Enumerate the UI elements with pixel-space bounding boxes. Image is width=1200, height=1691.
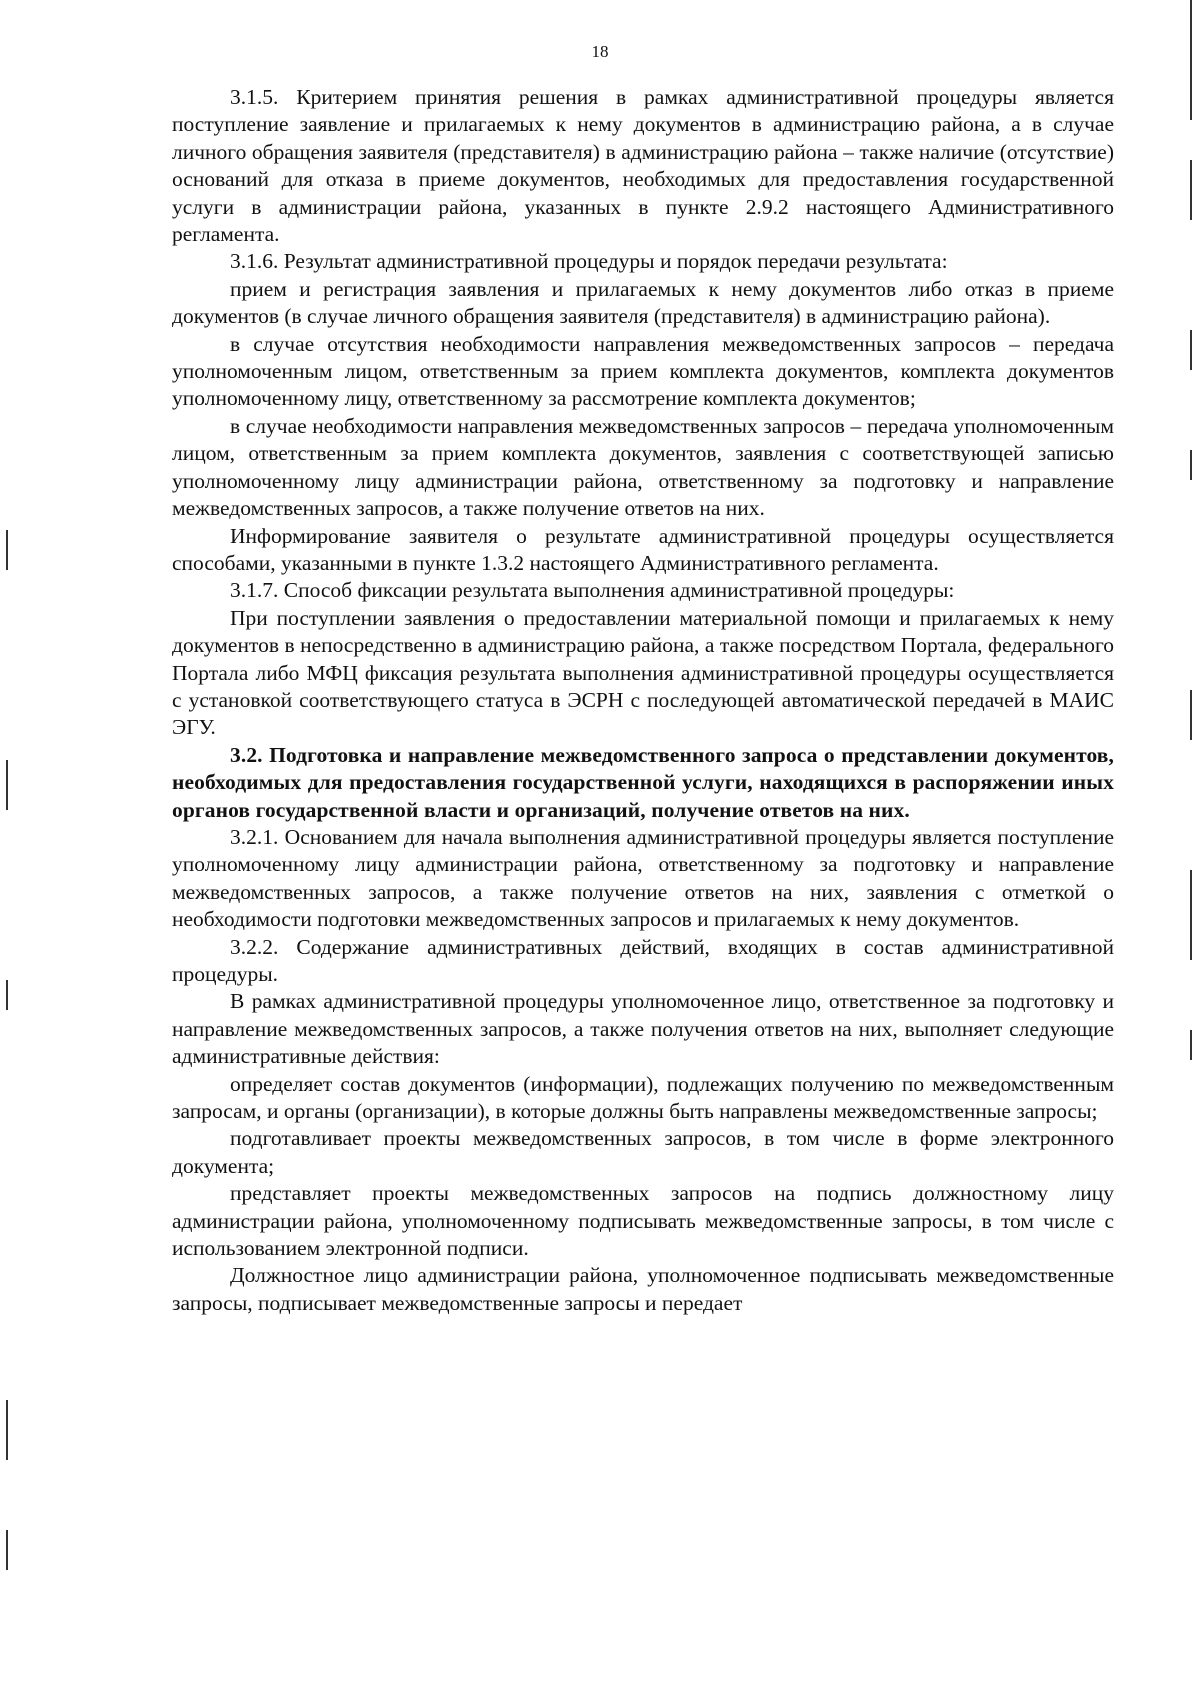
paragraph: Информирование заявителя о результате административной процедуры осуществляется способами, указанными в пункте 1.3.2 настоящего Административного регламента.	[172, 523, 1114, 575]
paragraph-3-2-2: 3.2.2. Содержание административных действий, входящих в состав административной процедуры.	[172, 934, 1114, 986]
scan-edge-mark	[6, 760, 8, 810]
page-number: 18	[591, 42, 609, 61]
paragraph: При поступлении заявления о предоставлении материальной помощи и прилагаемых к нему документов в непосредственно в администрацию района, а также посредством Портала, федерального Портала либо МФЦ фиксация результата выполнения административной процедуры осуществляется с установкой соответствующего статуса в ЭСРН с последующей автоматической передачей в МАИС ЭГУ.	[172, 605, 1114, 740]
document-body	[172, 84, 1114, 1317]
scan-edge-mark	[1190, 160, 1192, 220]
paragraph: в случае отсутствия необходимости направления межведомственных запросов – передача уполномоченным лицом, ответственным за прием комплекта документов, комплекта документов уполномоченному лицу, ответственному за рассмотрение комплекта документов;	[172, 331, 1114, 411]
paragraph: прием и регистрация заявления и прилагаемых к нему документов либо отказ в приеме документов (в случае личного обращения заявителя (представителя) в администрацию района).	[172, 276, 1114, 329]
scan-edge-mark	[1190, 690, 1192, 740]
paragraph-3-1-6: 3.1.6. Результат административной процедуры и порядок передачи результата:	[230, 249, 948, 274]
paragraph: В рамках административной процедуры уполномоченное лицо, ответственное за подготовку и направление межведомственных запросов, а также получения ответов на них, выполняет следующие административные действия:	[172, 989, 1114, 1069]
paragraph: подготавливает проекты межведомственных запросов, в том числе в форме электронного документа;	[172, 1126, 1114, 1178]
scan-edge-mark	[1190, 870, 1192, 960]
paragraph: Должностное лицо администрации района, уполномоченное подписывать межведомственные запросы, подписывает межведомственные запросы и передает	[172, 1263, 1114, 1315]
paragraph: определяет состав документов (информации), подлежащих получению по межведомственным запросам, и органы (организации), в которые должны быть направлены межведомственные запросы;	[172, 1071, 1114, 1124]
scan-edge-mark	[1190, 0, 1192, 120]
scan-edge-mark	[6, 980, 8, 1010]
paragraph-3-2-1: 3.2.1. Основанием для начала выполнения административной процедуры является поступление уполномоченному лицу администрации района, ответственному за подготовку и направление межведомственных запросов, а также получение ответов на них, заявления с отметкой о необходимости подготовки межведомственных запросов и прилагаемых к нему документов.	[172, 824, 1114, 932]
section-heading-3-2: 3.2. Подготовка и направление межведомственного запроса о представлении документов, необходимых для предоставления государственной услуги, находящихся в распоряжении иных органов государственной власти и организаций, получение ответов на них.	[172, 742, 1114, 822]
scan-edge-mark	[6, 530, 8, 570]
paragraph: представляет проекты межведомственных запросов на подпись должностному лицу администрации района, уполномоченному подписывать межведомственные запросы, в том числе с использованием электронной подписи.	[172, 1181, 1114, 1261]
paragraph-3-1-7: 3.1.7. Способ фиксации результата выполнения административной процедуры:	[230, 578, 955, 603]
scan-edge-mark	[1190, 1030, 1192, 1060]
scan-edge-mark	[6, 1400, 8, 1460]
scan-edge-mark	[1190, 450, 1192, 480]
scan-edge-mark	[6, 1530, 8, 1570]
paragraph: в случае необходимости направления межведомственных запросов – передача уполномоченным лицом, ответственным за прием комплекта документов, заявления с соответствующей записью уполномоченному лицу администрации района, ответственному за подготовку и направление межведомственных запросов, а также получение ответов на них.	[172, 413, 1114, 521]
scan-edge-mark	[1190, 330, 1192, 370]
paragraph-3-1-5: 3.1.5. Критерием принятия решения в рамках административной процедуры является поступление заявление и прилагаемых к нему документов в администрацию района, а в случае личного обращения заявителя (представителя) в администрацию района – также наличие (отсутствие) оснований для отказа в приеме документов, необходимых для предоставления государственной услуги в администрации района, указанных в пункте 2.9.2 настоящего Административного регламента.	[172, 85, 1114, 247]
